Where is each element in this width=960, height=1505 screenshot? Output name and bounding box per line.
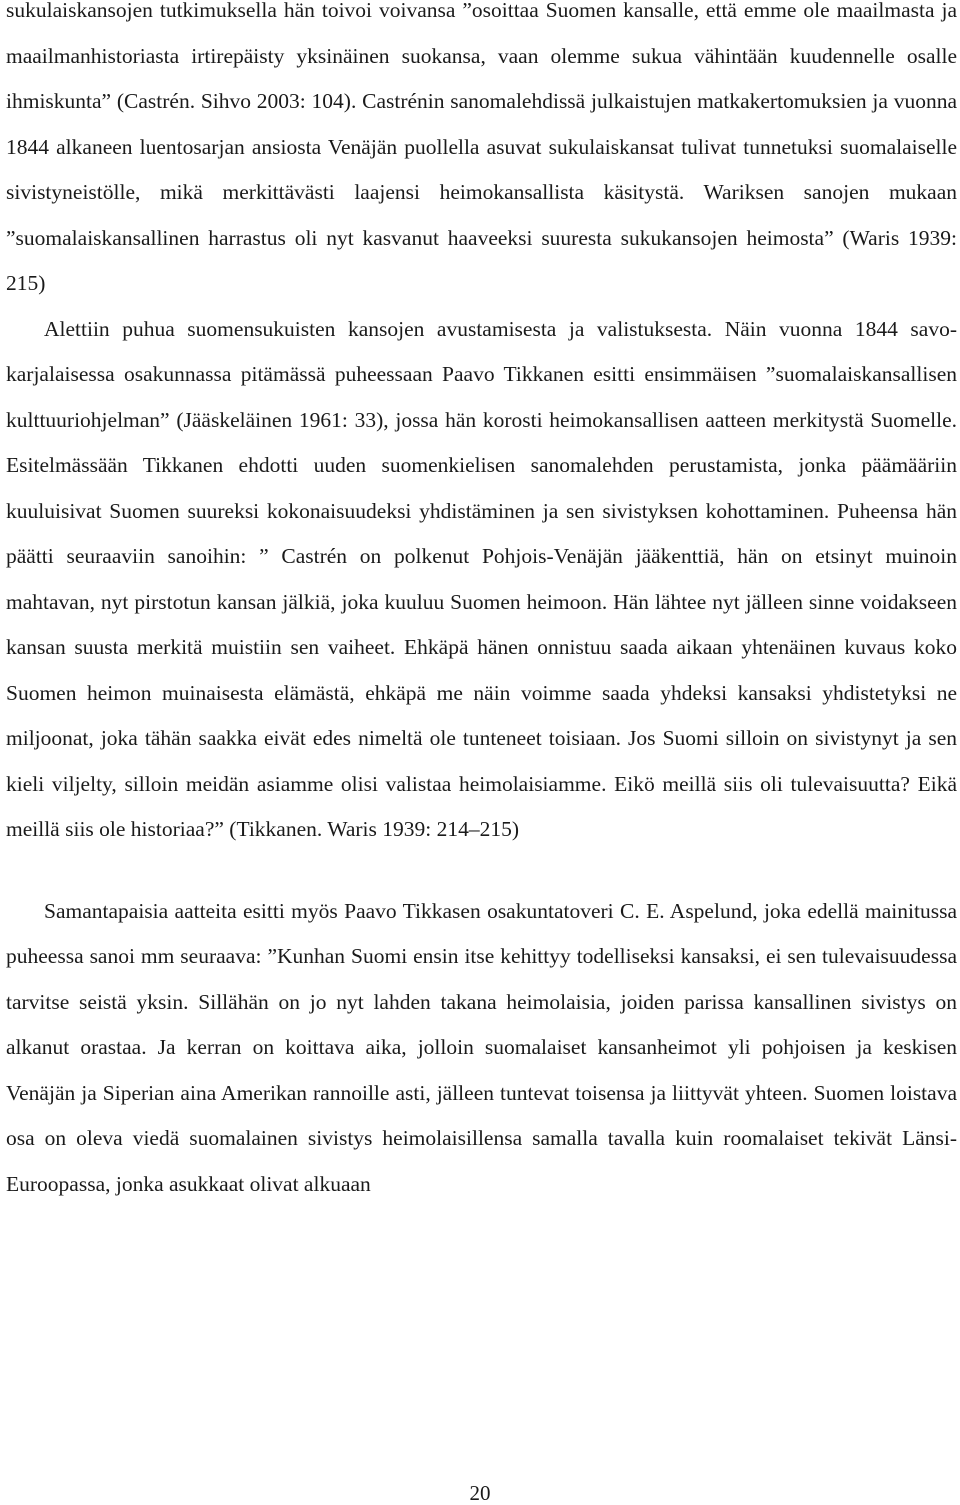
body-paragraph-1: sukulaiskansojen tutkimuksella hän toivoi voivansa ”osoittaa Suomen kansalle, että emme ole maailmasta ja maailmanhistoriasta irtirepäisty yksinäinen suokansa, vaan olemme sukua vähintään kuudennelle osalle ihmiskunta” (Castrén. Sihvo 2003: 104). Castrénin sanomalehdissä julkaistujen matkakertomuksien ja vuonna 1844 alkaneen luentosarjan ansiosta Venäjän puollella asuvat sukulaiskansat tulivat tunnetuksi suomalaiselle sivistyneistölle, mikä merkittävästi laajensi heimokansallista käsitystä. Wariksen sanojen mukaan ”suomalaiskansallinen harrastus oli nyt kasvanut haaveeksi suuresta sukukansojen heimosta” (Waris 1939: 215) <box>6 0 957 295</box>
document-page <box>6 0 957 1207</box>
body-paragraph-2: Alettiin puhua suomensukuisten kansojen avustamisesta ja valistuksesta. Näin vuonna 1844 savo-karjalaisessa osakunnassa pitämässä puheessaan Paavo Tikkanen esitti ensimmäisen ”suomalaiskansallisen kulttuuriohjelman” (Jääskeläinen 1961: 33), jossa hän korosti heimokansallisen aatteen merkitystä Suomelle. Esitelmässään Tikkanen ehdotti uuden suomenkielisen sanomalehden perustamista, jonka päämääriin kuuluisivat Suomen suureksi kokonaisuudeksi yhdistäminen ja sen sivistyksen kohottaminen. Puheensa hän päätti seuraaviin sanoihin: ” Castrén on polkenut Pohjois-Venäjän jääkenttiä, hän on etsinyt muinoin mahtavan, nyt pirstotun kansan jälkiä, joka kuuluu Suomen heimoon. Hän lähtee nyt jälleen sinne voidakseen kansan suusta merkitä muistiin sen vaiheet. Ehkäpä hänen onnistuu saada aikaan yhtenäinen kuvaus koko Suomen heimon muinaisesta elämästä, ehkäpä me näin voimme saada yhdeksi kansaksi yhdistetyksi ne miljoonat, joka tähän saakka eivät edes nimeltä ole tunteneet toisiaan. Jos Suomi silloin on sivistynyt ja sen kieli viljelty, silloin meidän asiamme olisi valistaa heimolaisiamme. Eikö meillä siis oli tulevaisuutta? Eikä meillä siis ole historiaa?” (Tikkanen. Waris 1939: 214–215) <box>6 316 957 841</box>
body-paragraph-3: Samantapaisia aatteita esitti myös Paavo Tikkasen osakuntatoveri C. E. Aspelund, joka edellä mainitussa puheessa sanoi mm seuraava: ”Kunhan Suomi ensin itse kehittyy todelliseksi kansaksi, ei sen tulevaisuudessa tarvitse seistä yksin. Sillähän on jo nyt lahden takana heimolaisia, joiden parissa kansallinen sivistys on alkanut orastaa. Ja kerran on koittava aika, jolloin suomalaiset kansanheimot yli pohjoisen ja keskisen Venäjän ja Siperian aina Amerikan rannoille asti, jälleen tuntevat toisensa ja liittyvät yhteen. Suomen loistava osa on oleva viedä suomalainen sivistys heimolaisillensa samalla tavalla kuin roomalaiset tekivät Länsi-Euroopassa, jonka asukkaat olivat alkuaan <box>6 898 957 1196</box>
page-number: 20 <box>469 1481 491 1505</box>
